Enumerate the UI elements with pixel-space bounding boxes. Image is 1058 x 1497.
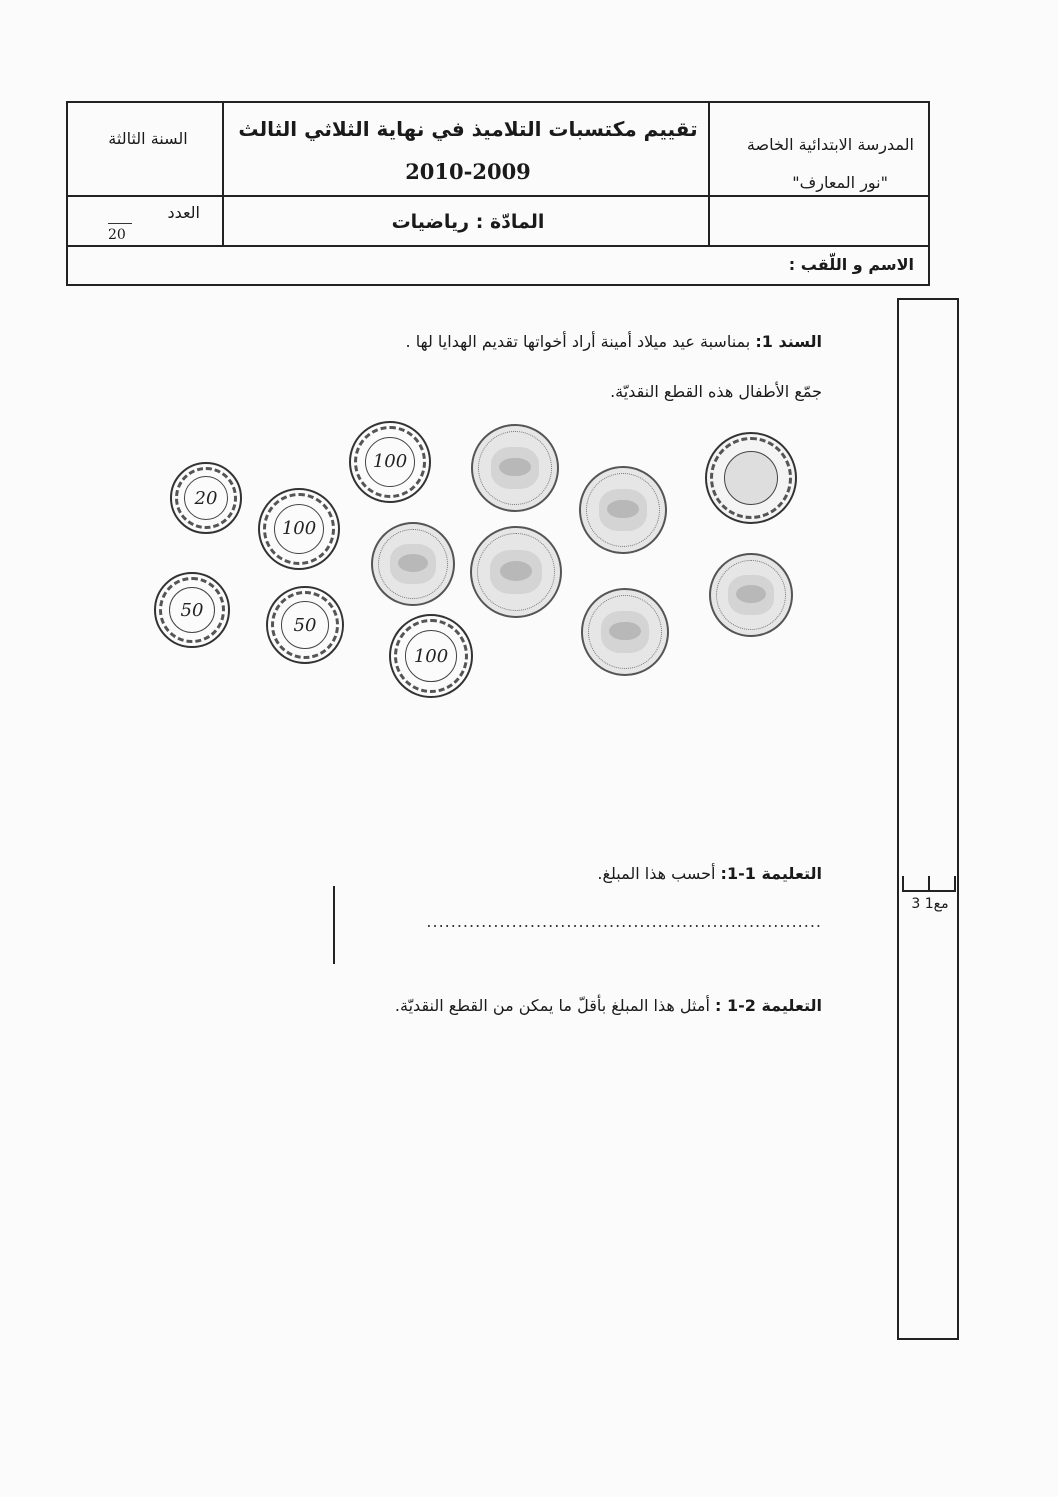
subject-label: المادّة : رياضيات — [391, 211, 545, 233]
answer-divider — [333, 886, 335, 964]
coin — [581, 588, 669, 676]
coin — [170, 462, 242, 534]
coin — [349, 421, 431, 503]
grade-level: السنة الثالثة — [108, 129, 188, 148]
coin — [705, 432, 797, 524]
coin — [266, 586, 344, 664]
document-body: بمناسبة عيد ميلاد أمينة أراد أخواتها تقديم الهدايا لها . — [405, 332, 751, 351]
evaluation-title: تقييم مكتسبات التلاميذ في نهاية الثلاثي الثالث — [238, 117, 698, 141]
task-1 — [597, 864, 822, 883]
score-max: 20 — [108, 227, 126, 243]
score-label: العدد — [167, 203, 200, 222]
coin — [709, 553, 793, 637]
document-text — [406, 332, 822, 351]
document-label: السند 1: — [755, 332, 822, 351]
coin — [579, 466, 667, 554]
exam-header — [66, 101, 930, 286]
task-2-text: أمثل هذا المبلغ بأقلّ ما يمكن من القطع النقديّة. — [394, 996, 710, 1015]
task-1-label: التعليمة 1-1: — [720, 864, 822, 883]
school-year: 2010-2009 — [405, 159, 531, 184]
coin-value: 50 — [293, 614, 317, 636]
coin — [471, 424, 559, 512]
coin — [470, 526, 562, 618]
grading-margin — [897, 298, 959, 1340]
criterion-mark: مع1 3 — [911, 896, 949, 912]
task-1-text: أحسب هذا المبلغ. — [597, 864, 716, 883]
student-name-label: الاسم و اللّقب : — [788, 255, 914, 274]
coin — [154, 572, 230, 648]
coin-value: 50 — [180, 599, 204, 621]
coin-value: 100 — [372, 451, 408, 473]
coin — [258, 488, 340, 570]
coin — [389, 614, 473, 698]
coin — [371, 522, 455, 606]
coin-value: 100 — [281, 518, 317, 540]
score-fraction-bar — [108, 223, 132, 224]
school-subtitle: "نور المعارف" — [792, 173, 888, 192]
school-name: المدرسة الابتدائية الخاصة — [746, 135, 914, 154]
task-1-answer-line[interactable]: ................................................................. — [426, 912, 822, 931]
coin-value: 100 — [413, 645, 449, 667]
task-2-label: التعليمة 2-1 : — [714, 996, 822, 1015]
task-2 — [395, 996, 822, 1015]
coin-value: 20 — [194, 487, 218, 509]
document-line-2: جمّع الأطفال هذه القطع النقديّة. — [610, 382, 822, 401]
